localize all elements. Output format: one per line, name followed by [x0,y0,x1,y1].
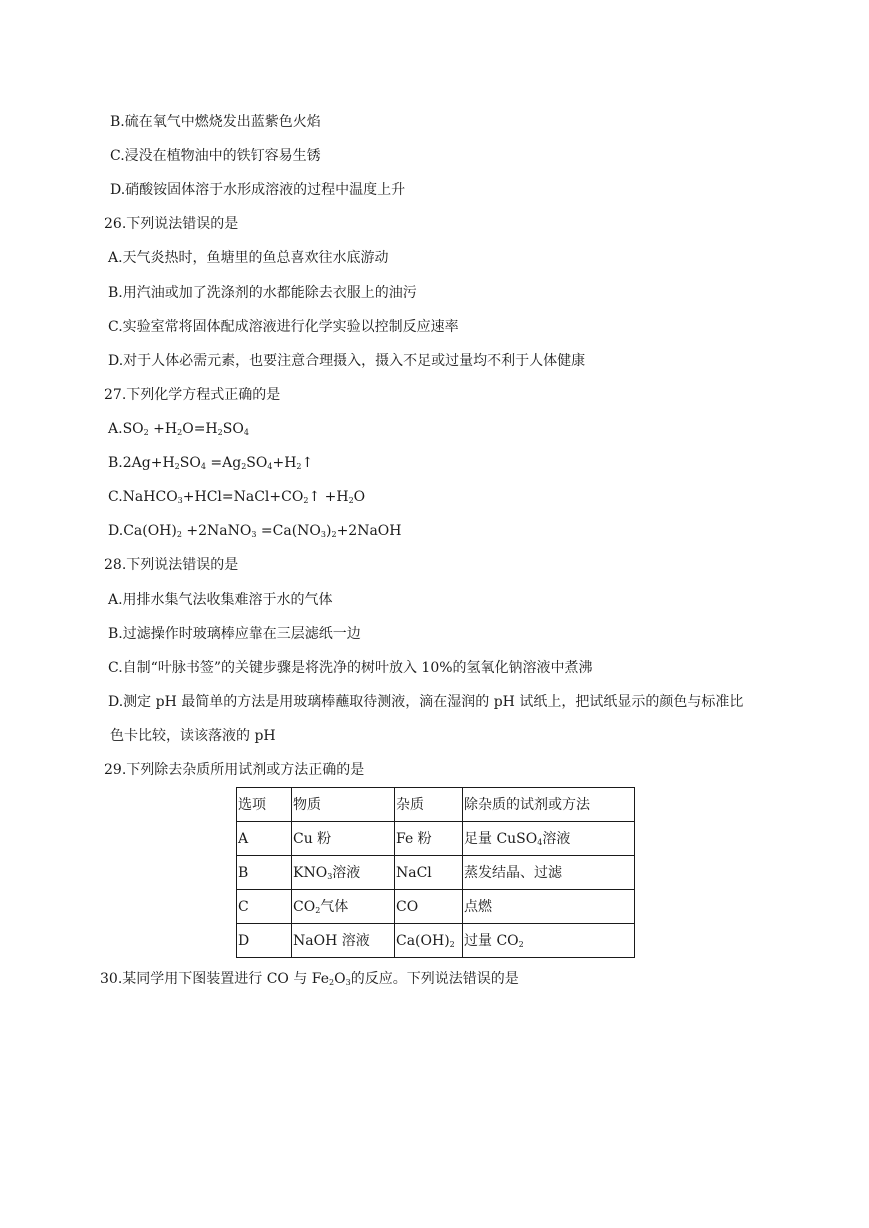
table-cell: 点燃 [463,890,635,924]
table-header-cell: 物质 [292,788,395,822]
table-row [237,856,635,890]
table-row [237,924,635,958]
table-cell: Fe 粉 [395,822,463,856]
q28-stem: 28.下列说法错误的是 [104,557,239,573]
table-cell: 过量 $CO_2$ [463,924,635,958]
q25-option-d: D.硝酸铵固体溶于水形成溶液的过程中温度上升 [110,182,406,198]
q27-option-d: $D.Ca(OH)_2$ +2NaNO$_3$ $=Ca(NO_3)_2+2NaOH$ [108,523,402,539]
table-header-cell: 选项 [237,788,292,822]
table-header-row [237,788,635,822]
table-cell: NaOH 溶液 [292,924,395,958]
q26-option-b: B.用汽油或加了洗涤剂的水都能除去衣服上的油污 [108,285,417,301]
q27-stem: 27.下列化学方程式正确的是 [104,387,281,403]
q28-option-b: B.过滤操作时玻璃棒应靠在三层滤纸一边 [108,626,361,642]
table-cell: 足量 CuSO$_4$溶液 [463,822,635,856]
q26-option-d: D.对于人体必需元素，也要注意合理摄入，摄入不足或过量均不利于人体健康 [108,353,586,369]
q27-option-a: $A.SO_2 +H_2O=H_2SO_4$ [108,421,249,437]
table-cell: B [237,856,292,890]
q27-option-c: $C.NaHCO_3+HCl=NaCl+CO_2↑ +H_2O$ [108,489,366,505]
table-cell: Cu 粉 [292,822,395,856]
q25-option-b: B.硫在氧气中燃烧发出蓝紫色火焰 [110,114,321,130]
q26-option-a: A.天气炎热时，鱼塘里的鱼总喜欢往水底游动 [108,250,389,266]
table-header-cell: 除杂质的试剂或方法 [463,788,635,822]
table-cell: NaCl [395,856,463,890]
impurity-table [236,787,635,958]
q25-option-c: C.浸没在植物油中的铁钉容易生锈 [110,148,321,164]
table-row [237,890,635,924]
q28-option-a: A.用排水集气法收集难溶于水的气体 [108,592,333,608]
q26-stem: 26.下列说法错误的是 [104,216,239,232]
table-cell: $Ca(OH)_2$ [395,924,463,958]
table-header-cell: 杂质 [395,788,463,822]
table-cell: D [237,924,292,958]
table-cell: A [237,822,292,856]
q28-option-d-line2: 色卡比较，读该落液的 pH [110,728,276,744]
table-cell: $CO_2$气体 [292,890,395,924]
q29-stem: 29.下列除去杂质所用试剂或方法正确的是 [104,762,365,778]
q28-option-d-line1: D.测定 pH 最简单的方法是用玻璃棒蘸取待测液，滴在湿润的 pH 试纸上，把试纸显示的颜色与标准比 [108,694,744,710]
table-cell: CO [395,890,463,924]
q30-stem: 30.某同学用下图装置进行 CO 与 $Fe_2O_3$的反应。下列说法错误的是 [100,971,519,987]
q28-option-c: C.自制“叶脉书签”的关键步骤是将洗净的树叶放入 10%的氢氧化钠溶液中煮沸 [108,660,593,676]
table-cell: $KNO_3$溶液 [292,856,395,890]
q27-option-b: $B.2Ag+H_2SO_4$ $=Ag_2SO_4+H_2↑$ [108,455,314,471]
q26-option-c: C.实验室常将固体配成溶液进行化学实验以控制反应速率 [108,319,459,335]
table-row [237,822,635,856]
table-cell: 蒸发结晶、过滤 [463,856,635,890]
table-cell: C [237,890,292,924]
